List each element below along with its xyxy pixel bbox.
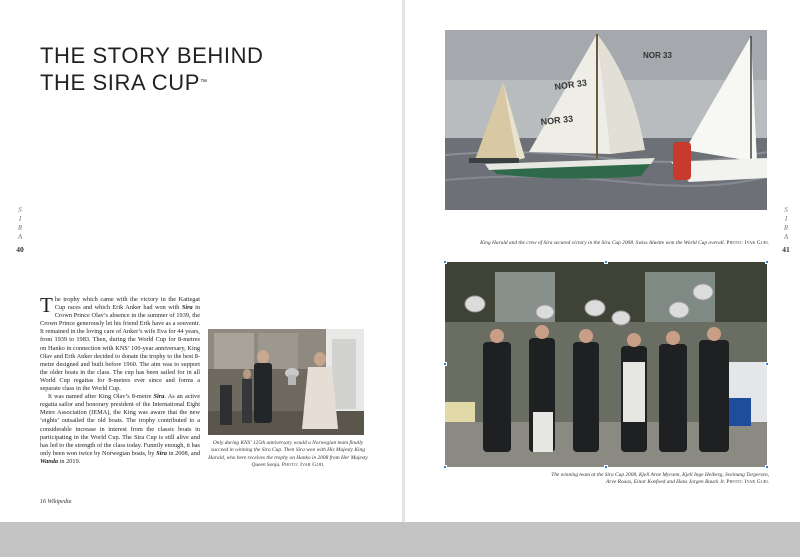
sailing-race-photo	[445, 30, 767, 210]
side-tab-letters	[12, 206, 28, 242]
photo-credit: Photo: Ivar Gjæl	[281, 462, 325, 469]
selection-handle[interactable]	[443, 260, 447, 264]
viewer-background	[0, 522, 800, 557]
side-tab-right	[778, 206, 794, 254]
trophy-presentation-photo	[208, 329, 364, 435]
selection-handle[interactable]	[765, 465, 769, 469]
side-tab-letter: I	[784, 215, 788, 223]
boat-name: Sira	[181, 304, 193, 312]
side-tab-letters	[778, 206, 794, 242]
page-number-left: 40	[16, 245, 24, 254]
trophy-caption-text: Only during KNS’ 125th anniversary would a Norwegian team finally succeed in winning the Sira Cup. Then Sira won with His Majesty King Harald, who here receives the trophy on Hanko in 2008 from Her Majesty Queen Sonja.	[208, 440, 368, 469]
selection-handle[interactable]	[604, 465, 608, 469]
photo-credit: Photo: Ivar Gjæl	[726, 479, 769, 486]
side-tab-letter: A	[17, 233, 23, 241]
side-tab-letter: R	[783, 224, 789, 232]
paragraph-2-tail: . As an active regatta sailor and honorary president of the International Eight Metre Association (IEMA), the King was aware that the new ‘eights’ outsailed the old boats. The trophy contributed to a considerable increase in interest from the classic boats in participating in the World Cup. The Sira Cup is still alive and has led to the strength of the class today. Funnily enough, it has only been won twice by Norwegian boats, by	[40, 393, 200, 457]
selection-handle[interactable]	[765, 362, 769, 366]
selection-handle[interactable]	[443, 362, 447, 366]
sail-number: NOR 33	[540, 113, 574, 127]
winning-team-image	[445, 262, 767, 467]
sailing-race-image	[445, 30, 767, 210]
paragraph-1	[40, 293, 200, 393]
sailing-photo-caption	[445, 240, 769, 247]
paragraph-1-tail: in Crown Prince Olav’s absence in the summer of 1939, the Crown Prince generously let his friend Erik have as a souvenir. It remained in the loving care of Anker’s wife Eva for 44 years, from 1939 to 1983. Then, during the World Cup for 8-metres on Hanko in connection with KNS’ 100-year anniversary, King Olav and Erik Anker decided to donate the trophy to the best 8-metre designed and built before 1960. The aim was to support the older boats in the class. The cup has been sailed for in all World Cup regattas for 8-metres ever since and forms a separate class in the World Cup.	[40, 304, 200, 393]
side-tab-letter: S	[18, 206, 22, 214]
paragraph-2-end: in 2019.	[58, 457, 81, 465]
boat-name: Wanda	[40, 457, 59, 465]
article-body	[40, 293, 200, 466]
photo-credit: Photo: Ivar Gjæl	[726, 240, 769, 246]
left-page	[0, 0, 402, 522]
paragraph-2-text: It was named after King Olav’s 8-metre	[48, 393, 154, 401]
side-tab-letter: A	[783, 233, 789, 241]
trademark-mark: ™	[200, 79, 208, 86]
team-caption-line-2: Arve Roaas, Einar Koefoed and Hans Jorgen Bauck Jr.	[606, 479, 726, 486]
side-tab-letter: R	[17, 224, 23, 232]
selection-handle[interactable]	[604, 260, 608, 264]
title-line-2	[40, 69, 264, 96]
selection-handle[interactable]	[765, 260, 769, 264]
page-footer: 16 Wikipedia	[40, 499, 72, 505]
selection-handle[interactable]	[443, 465, 447, 469]
team-photo-caption	[445, 472, 769, 487]
page-number-right: 41	[782, 245, 790, 254]
sail-number: NOR 33	[643, 51, 672, 60]
trophy-presentation-image	[208, 329, 364, 435]
right-page	[405, 0, 800, 522]
trophy-photo-caption	[208, 440, 368, 470]
side-tab-letter: S	[784, 206, 788, 214]
title-line-1: THE STORY BEHIND	[40, 43, 264, 68]
paragraph-1-text: he trophy which came with the victory in the Kattegat Cup races and which Erik Anker had won with	[54, 296, 200, 312]
boat-name: Sira	[153, 393, 165, 401]
paragraph-2	[40, 393, 200, 466]
boat-name: Sira	[156, 449, 167, 457]
side-tab-left	[12, 206, 28, 254]
page-title	[40, 42, 264, 96]
drop-cap: T	[40, 293, 53, 317]
side-tab-letter: I	[18, 215, 22, 223]
title-line-2-text: THE SIRA CUP	[40, 70, 201, 95]
sailing-caption-text: King Harald and the crew of Sira secured victory in the Sira Cup 2008. Swiss Aluette won the World Cup overall.	[480, 240, 726, 246]
sail-number: NOR 33	[553, 77, 588, 92]
team-caption-line-1: The winning team at the Sira Cup 2008, Kjell Arne Myrann, Kjell Inge Heiberg, Sveinung Torgersen,	[551, 472, 769, 478]
winning-team-photo[interactable]	[445, 262, 767, 467]
paragraph-2-mid: in 2008, and	[166, 449, 200, 457]
